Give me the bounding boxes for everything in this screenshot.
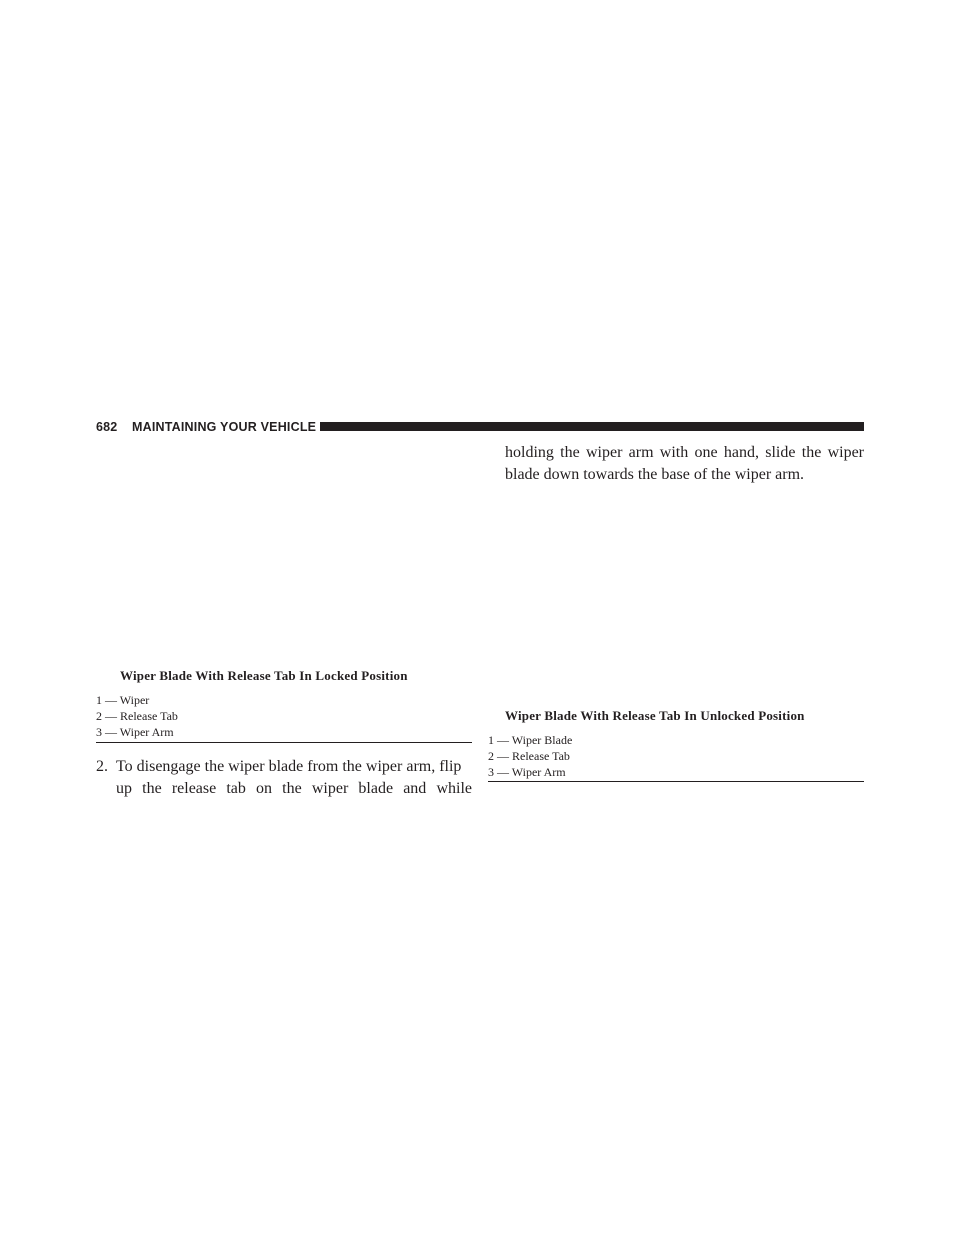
figure-unlocked-legend	[488, 732, 572, 780]
header-rule	[320, 422, 864, 431]
legend-item: 1 — Wiper	[96, 693, 150, 707]
page-number: 682	[96, 420, 118, 434]
figure-unlocked-image	[488, 490, 864, 702]
legend-item: 3 — Wiper Arm	[96, 725, 174, 739]
legend-item: 1 — Wiper Blade	[488, 733, 573, 747]
figure-unlocked-caption: Wiper Blade With Release Tab In Unlocked Position	[505, 708, 805, 723]
continuation-line-1: holding the wiper arm with one hand, slide the wiper	[505, 444, 864, 461]
legend-item: 2 — Release Tab	[488, 749, 570, 763]
legend-item: 2 — Release Tab	[96, 709, 178, 723]
continuation-line-2: blade down towards the base of the wiper arm.	[505, 466, 805, 483]
page-header	[96, 418, 864, 438]
figure-locked-rule	[96, 742, 472, 743]
step-2-line-1: To disengage the wiper blade from the wiper arm, flip	[116, 758, 462, 775]
section-title: MAINTAINING YOUR VEHICLE	[132, 420, 317, 434]
legend-item: 3 — Wiper Arm	[488, 765, 566, 779]
figure-locked-caption: Wiper Blade With Release Tab In Locked Position	[120, 668, 408, 683]
step-number: 2.	[96, 758, 108, 775]
figure-locked-legend	[96, 692, 178, 740]
figure-unlocked-rule	[488, 781, 864, 782]
figure-locked-image	[96, 440, 472, 660]
continuation-paragraph	[505, 442, 864, 486]
step-2-line-2: up the release tab on the wiper blade and while	[116, 780, 472, 797]
step-2-paragraph	[96, 756, 472, 800]
